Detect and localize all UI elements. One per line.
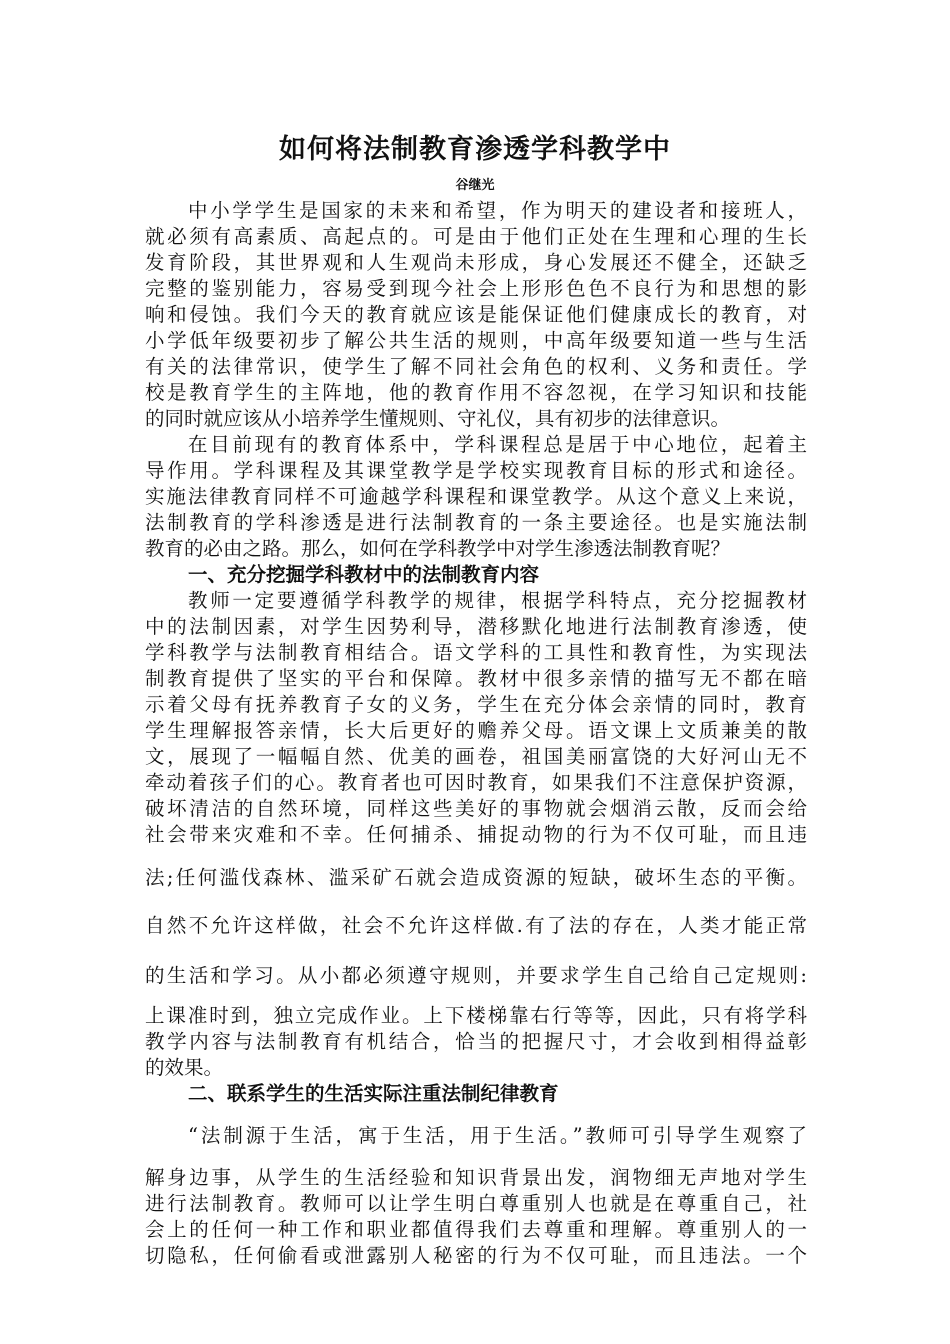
text-line: 教学内容与法制教育有机结合，恰当的把握尺寸，才会收到相得益彰	[145, 1030, 807, 1053]
text-line: 中的法制因素，对学生因势利导，潜移默化地进行法制教育渗透，使	[145, 615, 807, 638]
section-heading: 一、充分挖掘学科教材中的法制教育内容	[188, 563, 540, 586]
text-line: 牵动着孩子们的心。教育者也可因时教育，如果我们不注意保护资源，	[145, 771, 807, 794]
text-line: “法制源于生活，寓于生活，用于生活。”教师可引导学生观察了	[188, 1124, 807, 1147]
text-line: 就必须有高素质、高起点的。可是由于他们正处在生理和心理的生长	[145, 225, 807, 248]
text-line: 的同时就应该从小培养学生懂规则、守礼仪，具有初步的法律意识。	[145, 407, 731, 430]
text-line: 的生活和学习。从小都必须遵守规则，并要求学生自己给自己定规则:	[145, 964, 807, 987]
text-line: 示着父母有抚养教育子女的义务，学生在充分体会亲情的同时，教育	[145, 693, 807, 716]
text-line: 文，展现了一幅幅自然、优美的画卷，祖国美丽富饶的大好河山无不	[145, 745, 807, 768]
text-line: 破坏清洁的自然环境，同样这些美好的事物就会烟消云散，反而会给	[145, 797, 807, 820]
text-line: 社会带来灾难和不幸。任何捕杀、捕捉动物的行为不仅可耻，而且违	[145, 823, 807, 846]
text-line: 进行法制教育。教师可以让学生明白尊重别人也就是在尊重自己，社	[145, 1192, 807, 1215]
text-line: 校是教育学生的主阵地，他的教育作用不容忽视，在学习知识和技能	[145, 381, 807, 404]
text-line: 在目前现有的教育体系中，学科课程总是居于中心地位，起着主	[188, 433, 807, 456]
text-line: 教师一定要遵循学科教学的规律，根据学科特点，充分挖掘教材	[188, 589, 807, 612]
text-line: 自然不允许这样做，社会不允许这样做.有了法的存在，人类才能正常	[145, 914, 807, 937]
text-line: 学科教学与法制教育相结合。语文学科的工具性和教育性，为实现法	[145, 641, 807, 664]
text-line: 发育阶段，其世界观和人生观尚未形成，身心发展还不健全，还缺乏	[145, 251, 807, 274]
text-line: 解身边事，从学生的生活经验和知识背景出发，润物细无声地对学生	[145, 1166, 807, 1189]
text-line: 实施法律教育同样不可逾越学科课程和课堂教学。从这个意义上来说，	[145, 485, 807, 508]
text-line: 会上的任何一种工作和职业都值得我们去尊重和理解。尊重别人的一	[145, 1218, 807, 1241]
text-line: 切隐私，任何偷看或泄露别人秘密的行为不仅可耻，而且违法。一个	[145, 1244, 807, 1267]
text-line: 小学低年级要初步了解公共生活的规则，中高年级要知道一些与生活	[145, 329, 807, 352]
text-line: 的效果。	[145, 1056, 224, 1079]
document-author: 谷继光	[455, 178, 495, 193]
text-line: 上课准时到，独立完成作业。上下楼梯靠右行等等，因此，只有将学科	[145, 1004, 807, 1027]
text-line: 响和侵蚀。我们今天的教育就应该是能保证他们健康成长的教育，对	[145, 303, 807, 326]
text-line: 完整的鉴别能力，容易受到现今社会上形形色色不良行为和思想的影	[145, 277, 807, 300]
text-line: 学生理解报答亲情，长大后更好的赡养父母。语文课上文质兼美的散	[145, 719, 807, 742]
text-line: 制教育提供了坚实的平台和保障。教材中很多亲情的描写无不都在暗	[145, 667, 807, 690]
text-line: 有关的法律常识，使学生了解不同社会角色的权利、义务和责任。学	[145, 355, 807, 378]
text-line: 导作用。学科课程及其课堂教学是学校实现教育目标的形式和途径。	[145, 459, 807, 482]
text-line: 法制教育的学科渗透是进行法制教育的一条主要途径。也是实施法制	[145, 511, 807, 534]
text-line: 教育的必由之路。那么，如何在学科教学中对学生渗透法制教育呢？	[145, 537, 731, 560]
section-heading: 二、联系学生的生活实际注重法制纪律教育	[188, 1082, 559, 1105]
text-line: 中小学学生是国家的未来和希望，作为明天的建设者和接班人，	[188, 199, 807, 222]
text-line: 法;任何滥伐森林、滥采矿石就会造成资源的短缺，破坏生态的平衡。	[145, 866, 807, 889]
document-title: 如何将法制教育渗透学科教学中	[279, 134, 671, 165]
